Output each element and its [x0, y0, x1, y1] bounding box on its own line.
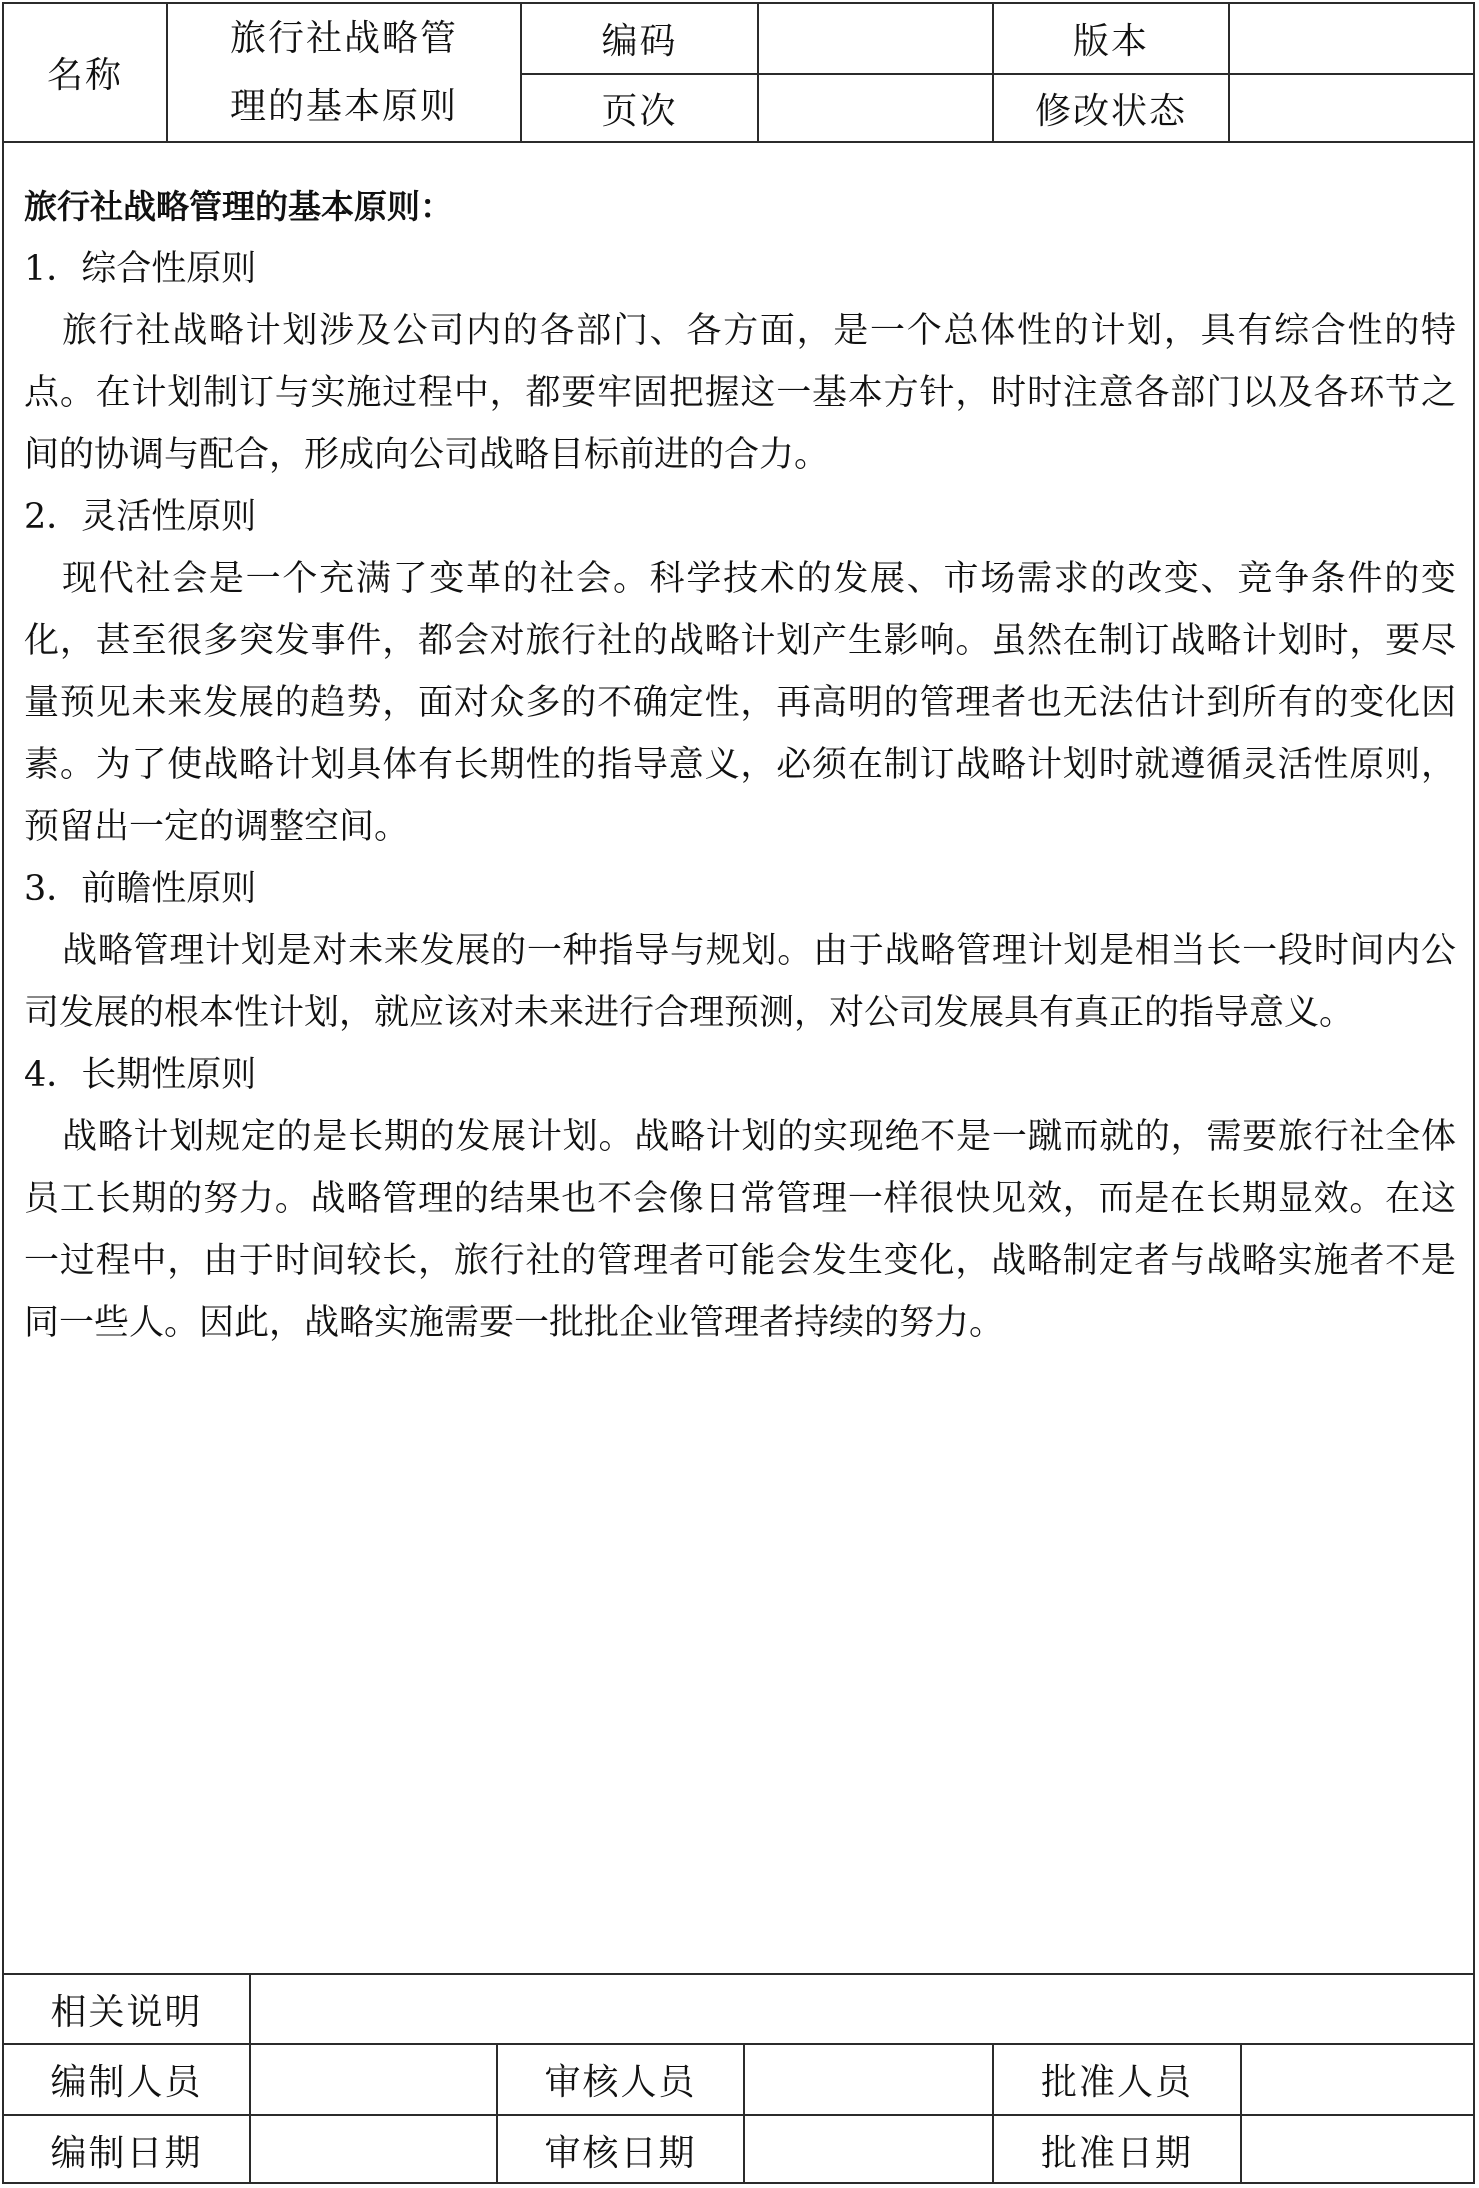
editor-value [251, 2045, 496, 2114]
review-date-value [745, 2116, 992, 2184]
document-body [24, 176, 1456, 1354]
body-heading: 旅行社战略管理的基本原则： [24, 187, 453, 226]
document-title-line-2: 理的基本原则 [229, 85, 458, 127]
reviewer-value [745, 2045, 992, 2114]
reviewer-label: 审核人员 [544, 2062, 697, 2103]
notes-label: 相关说明 [50, 1991, 203, 2033]
review-date-label: 审核日期 [544, 2132, 697, 2174]
approver-label: 批准人员 [1040, 2062, 1193, 2103]
section-title: 3．前瞻性原则 [24, 869, 257, 909]
section-title: 2．灵活性原则 [24, 497, 257, 537]
name-label: 名称 [46, 55, 123, 96]
code-label: 编码 [601, 21, 678, 62]
approve-date-label: 批准日期 [1040, 2132, 1193, 2174]
section-paragraph: 战略管理计划是对未来发展的一种指导与规划。由于战略管理计划是相当长一段时间内公司发展的根本性计划，就应该对未来进行合理预测，对公司发展具有真正的指导意义。 [24, 931, 1456, 1033]
page-label: 页次 [601, 90, 678, 132]
version-value [1230, 4, 1473, 73]
document-title [168, 4, 520, 141]
approver-value [1242, 2045, 1473, 2114]
page-value [759, 75, 992, 141]
version-label: 版本 [1072, 21, 1149, 62]
revision-label: 修改状态 [1034, 90, 1187, 132]
code-value [759, 4, 992, 73]
revision-value [1230, 75, 1473, 141]
section-paragraph: 现代社会是一个充满了变革的社会。科学技术的发展、市场需求的改变、竞争条件的变化，甚至很多突发事件，都会对旅行社的战略计划产生影响。虽然在制订战略计划时，要尽量预见未来发展的趋势，面对众多的不确定性，再高明的管理者也无法估计到所有的变化因素。为了使战略计划具体有长期性的指导意义，必须在制订战略计划时就遵循灵活性原则，预留出一定的调整空间。 [24, 559, 1456, 847]
section-title: 1．综合性原则 [24, 249, 257, 289]
document-title-line-1: 旅行社战略管 [229, 17, 458, 59]
header-bottom-border [2, 141, 1475, 143]
edit-date-value [251, 2116, 496, 2184]
section-paragraph: 旅行社战略计划涉及公司内的各部门、各方面，是一个总体性的计划，具有综合性的特点。在计划制订与实施过程中，都要牢固把握这一基本方针，时时注意各部门以及各环节之间的协调与配合，形成向公司战略目标前进的合力。 [24, 311, 1456, 475]
section-paragraph: 战略计划规定的是长期的发展计划。战略计划的实现绝不是一蹴而就的，需要旅行社全体员工长期的努力。战略管理的结果也不会像日常管理一样很快见效，而是在长期显效。在这一过程中，由于时间较长，旅行社的管理者可能会发生变化，战略制定者与战略实施者不是同一些人。因此，战略实施需要一批批企业管理者持续的努力。 [24, 1117, 1456, 1343]
approve-date-value [1242, 2116, 1473, 2184]
editor-label: 编制人员 [50, 2062, 203, 2103]
notes-value [251, 1975, 1473, 2043]
edit-date-label: 编制日期 [50, 2132, 203, 2174]
section-title: 4．长期性原则 [24, 1055, 257, 1095]
